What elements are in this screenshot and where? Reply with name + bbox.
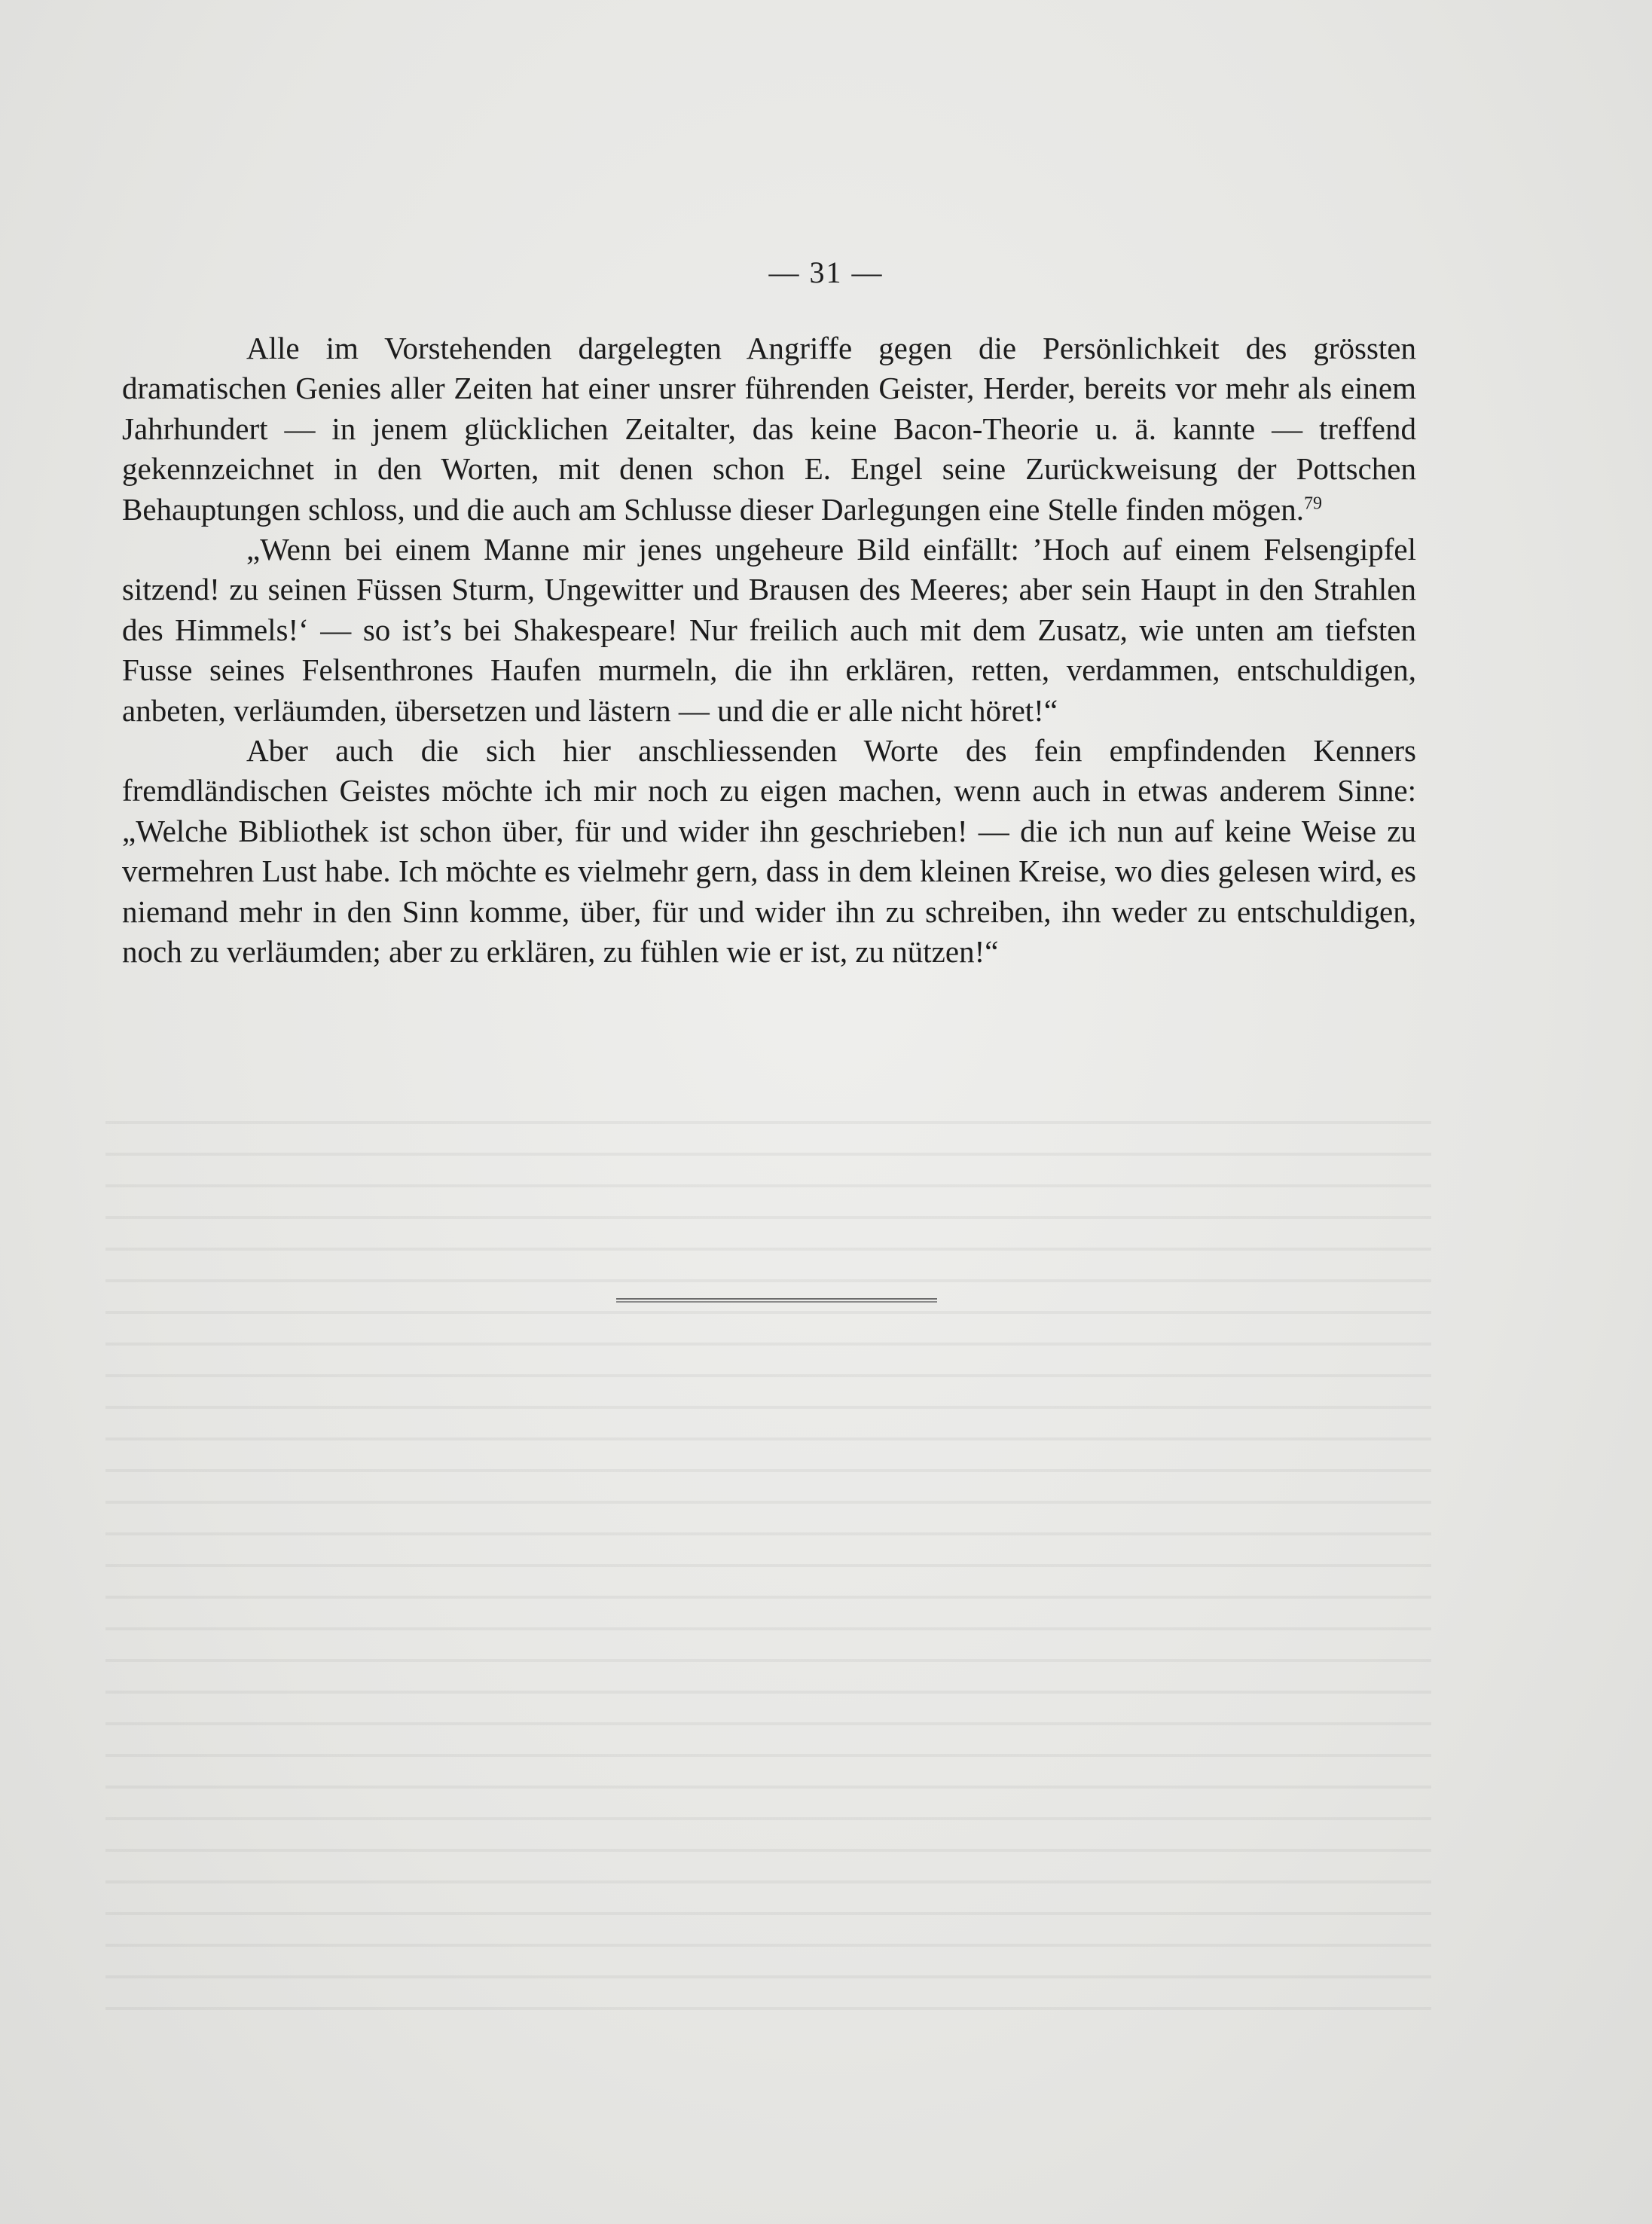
body-text — [122, 328, 1416, 973]
page-number: — 31 — — [768, 255, 884, 289]
footnote-reference: 79 — [1304, 493, 1322, 513]
paragraph-3-text: Aber auch die sich hier anschliessenden Worte des fein empfindenden Kenners fremdländischen Geistes möchte ich mir noch zu eigen machen, wenn auch in etwas anderem Sinne: „Welche Bibliothek ist schon über, für und wider ihn geschrieben! — die ich nun auf keine Weise zu vermehren Lust habe. Ich möchte es vielmehr gern, dass in dem kleinen Kreise, wo dies gelesen wird, es niemand mehr in den Sinn komme, über, für und wider ihn zu schreiben, ihn weder zu entschuldigen, noch zu verläumden; aber zu erklären, zu fühlen wie er ist, zu nützen!“ — [122, 733, 1416, 970]
paragraph-1 — [122, 328, 1416, 530]
show-through-texture — [105, 1092, 1431, 2034]
paragraph-1-text: Alle im Vorstehenden dargelegten Angriffe gegen die Persönlichkeit des grössten dramatischen Genies aller Zeiten hat einer unsrer führenden Geister, Herder, bereits vor mehr als einem Jahrhundert — in jenem glücklichen Zeitalter, das keine Bacon-Theorie u. ä. kannte — treffend gekennzeichnet in den Worten, mit denen schon E. Engel seine Zurückweisung der Pottschen Behauptungen schloss, und die auch am Schlusse dieser Darlegungen eine Stelle finden mögen. — [122, 331, 1416, 527]
rule-line-top — [616, 1298, 937, 1300]
section-end-rule — [616, 1298, 937, 1303]
paragraph-2-quote — [122, 530, 1416, 731]
rule-line-bottom — [616, 1301, 937, 1303]
paragraph-3 — [122, 731, 1416, 972]
paragraph-2-text: „Wenn bei einem Manne mir jenes ungeheure Bild einfällt: ’Hoch auf einem Felsengipfel sitzend! zu seinen Füssen Sturm, Ungewitter und Brausen des Meeres; aber sein Haupt in den Strahlen des Himmels!‘ — so ist’s bei Shakespeare! Nur freilich auch mit dem Zusatz, wie unten am tiefsten Fusse seines Felsenthrones Haufen murmeln, die ihn erklären, retten, verdammen, entschuldigen, anbeten, verläumden, übersetzen und lästern — und die er alle nicht höret!“ — [122, 532, 1416, 728]
